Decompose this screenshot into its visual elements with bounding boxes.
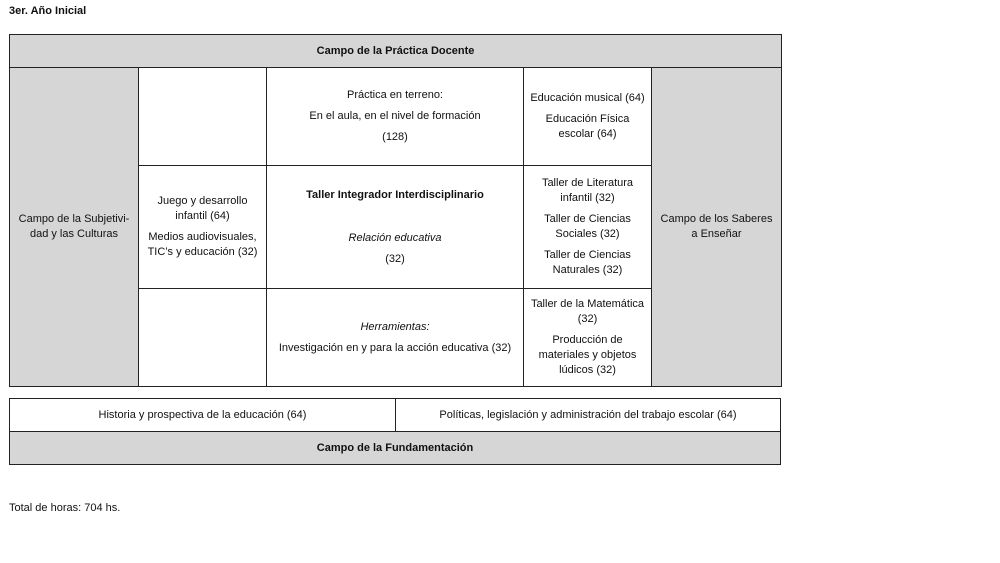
empty-cell-row3: [139, 289, 267, 387]
knowledge-field-cell: Campo de los Saberes a Enseñar: [652, 68, 782, 387]
subjectivity-subjects-cell: [139, 166, 267, 289]
knowledge-items-row1: [524, 68, 652, 166]
tools-cell: [267, 289, 524, 387]
workshop-subtitle: Relación educativa: [348, 231, 442, 244]
subject-music: Educación musical (64): [530, 92, 645, 104]
subject-policy-legislation: Políticas, legislación y administración del trabajo escolar (64): [396, 399, 781, 432]
practice-terrain-desc: En el aula, en el nivel de formación: [309, 110, 481, 122]
subject-history-education: Historia y prospectiva de la educación (64): [10, 399, 396, 432]
subjectivity-field-label-line1: Campo de la Subjetivi-: [18, 213, 130, 225]
practice-field-header: Campo de la Práctica Docente: [10, 35, 782, 68]
subject-physical-education: Educación Física escolar (64): [545, 113, 630, 140]
practice-field-table: [9, 34, 782, 387]
empty-cell-row1: [139, 68, 267, 166]
knowledge-items-row3: [524, 289, 652, 387]
subject-play-development: Juego y desarrollo infantil (64): [157, 195, 248, 222]
practice-terrain-hours: (128): [382, 131, 408, 143]
document-title: 3er. Año Inicial: [9, 5, 87, 17]
foundation-field-header: Campo de la Fundamentación: [10, 432, 781, 465]
subjectivity-field-cell: [10, 68, 139, 387]
practice-terrain-cell: [267, 68, 524, 166]
workshop-cell: [267, 166, 524, 289]
subject-literature-workshop: Taller de Literatura infantil (32): [541, 177, 634, 204]
subject-playful-materials: Producción de materiales y objetos lúdicos (32): [538, 334, 637, 376]
foundation-field-table: [9, 398, 781, 465]
subject-social-sciences-workshop: Taller de Ciencias Sociales (32): [544, 213, 631, 240]
subject-natural-sciences-workshop: Taller de Ciencias Naturales (32): [544, 249, 631, 276]
subject-math-workshop: Taller de la Matemática (32): [530, 298, 645, 325]
knowledge-items-row2: [524, 166, 652, 289]
tools-title: Herramientas:: [360, 320, 430, 333]
total-hours: Total de horas: 704 hs.: [9, 502, 121, 514]
subject-audiovisual-media: Medios audiovisuales, TIC’s y educación (32): [147, 231, 258, 258]
subjectivity-field-label-line2: dad y las Culturas: [29, 228, 119, 240]
tools-desc: Investigación en y para la acción educativa (32): [278, 341, 512, 354]
workshop-title: Taller Integrador Interdisciplinario: [306, 188, 484, 201]
workshop-hours: (32): [385, 252, 405, 265]
practice-terrain-title: Práctica en terreno:: [347, 89, 443, 101]
